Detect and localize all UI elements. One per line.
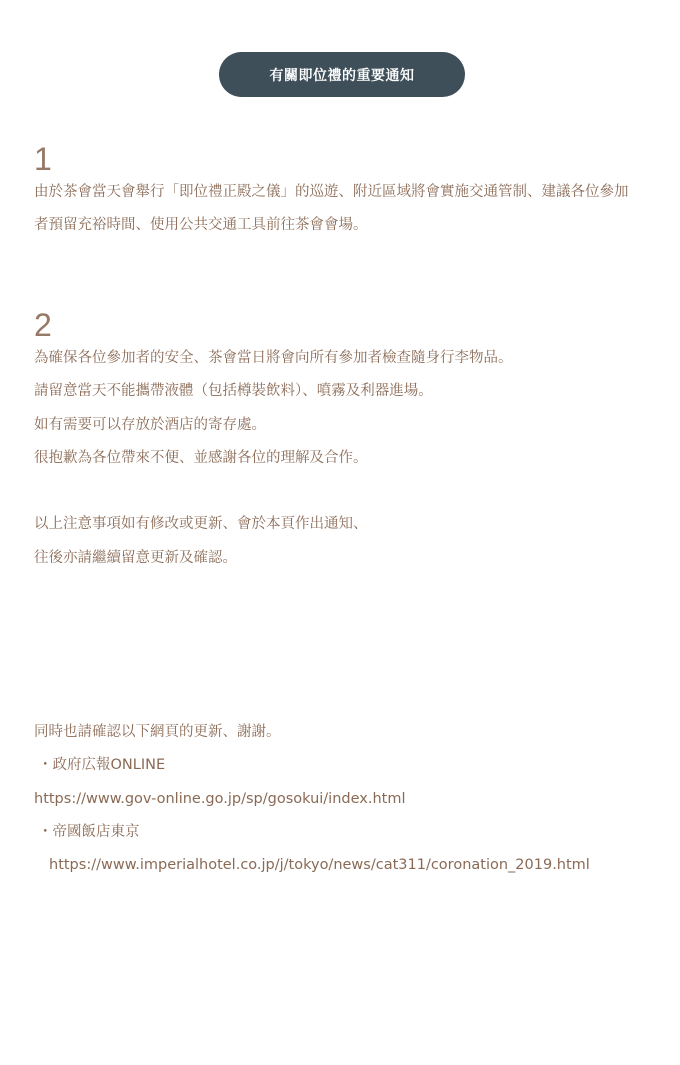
imperial-hotel-label: ・帝國飯店東京	[38, 823, 140, 840]
section-2-line: 如有需要可以存放於酒店的寄存處。	[34, 416, 266, 433]
header-title: 有關即位禮的重要通知	[269, 67, 415, 84]
notice-section-2	[34, 309, 654, 575]
spacer	[34, 475, 654, 508]
section-number: 2	[34, 307, 52, 343]
imperial-hotel-link[interactable]: https://www.imperialhotel.co.jp/j/tokyo/news/cat311/coronation_2019.html	[49, 857, 590, 874]
section-2-line: 為確保各位參加者的安全、茶會當日將會向所有參加者檢查隨身行李物品。	[34, 350, 513, 366]
gov-online-label: ・政府広報ONLINE	[38, 757, 166, 774]
section-number: 1	[34, 141, 52, 177]
important-notice-header-button[interactable]	[219, 52, 465, 97]
links-intro: 同時也請確認以下網頁的更新、謝謝。	[34, 724, 281, 740]
update-notice-line: 往後亦請繼續留意更新及確認。	[34, 549, 237, 566]
section-1-line: 者預留充裕時間、使用公共交通工具前往茶會會場。	[34, 217, 368, 234]
update-notice-line: 以上注意事項如有修改或更新、會於本頁作出通知、	[34, 516, 368, 533]
gov-online-link[interactable]: https://www.gov-online.go.jp/sp/gosokui/index.html	[34, 790, 406, 807]
section-2-line: 很抱歉為各位帶來不便、並感謝各位的理解及合作。	[34, 449, 368, 466]
reference-links-section	[34, 716, 654, 882]
section-2-line: 請留意當天不能攜帶液體（包括樽裝飲料）、噴霧及利器進場。	[34, 383, 433, 400]
section-1-line: 由於茶會當天會舉行「即位禮正殿之儀」的巡遊、附近區域將會實施交通管制、建議各位參加	[34, 184, 629, 200]
notice-section-1	[34, 143, 654, 243]
